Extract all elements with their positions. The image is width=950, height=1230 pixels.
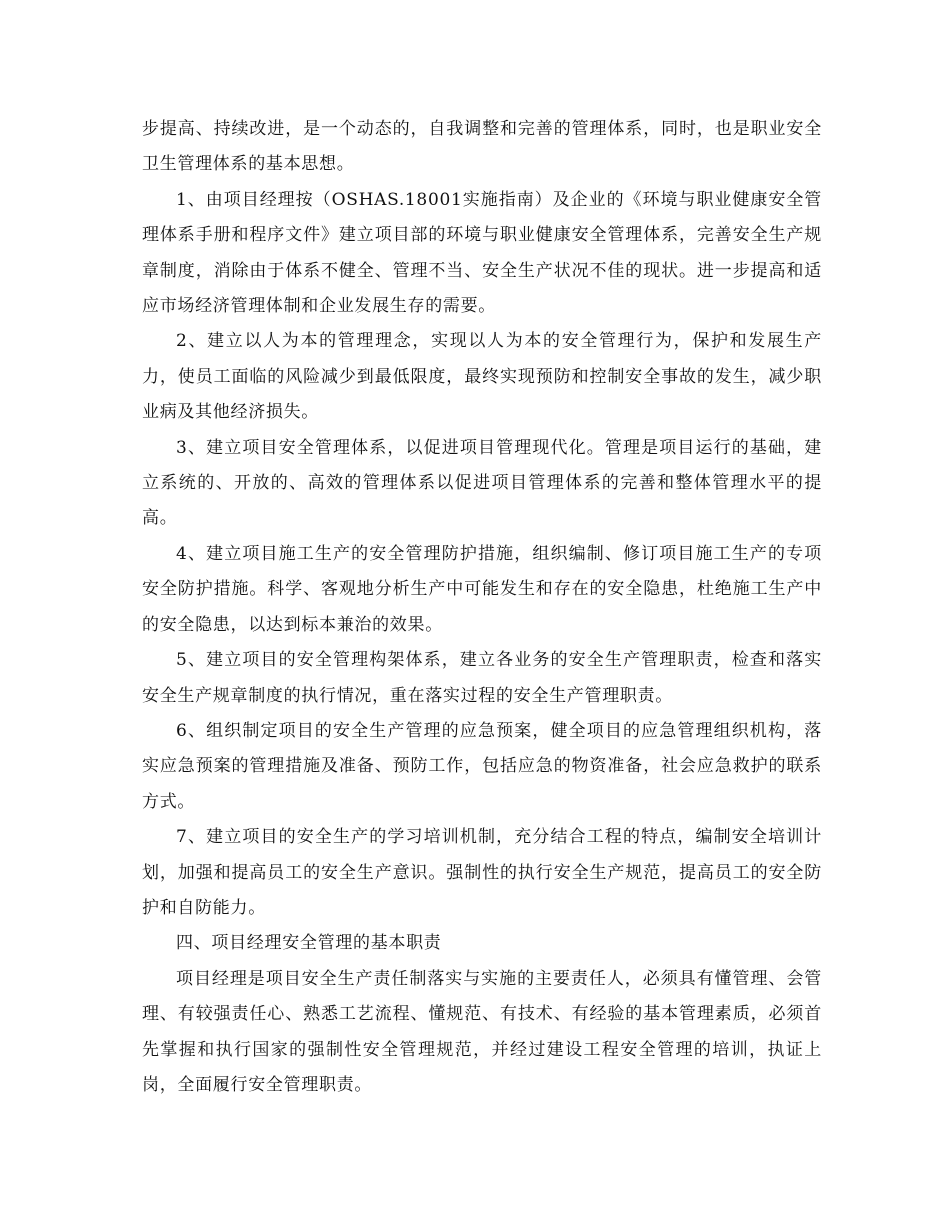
paragraph-continuation: 步提高、持续改进，是一个动态的，自我调整和完善的管理体系，同时，也是职业安全卫生管理体系的基本思想。 xyxy=(142,119,822,175)
paragraph-item-1: 1、由项目经理按（OSHAS.18001实施指南）及企业的《环境与职业健康安全管理体系手册和程序文件》建立项目部的环境与职业健康安全管理体系，完善安全生产规章制度，消除由于体系不健全、管理不当、安全生产状况不佳的现状。进一步提高和适应市场经济管理体制和企业发展生存的需要。 xyxy=(142,189,822,317)
section-heading: 四、项目经理安全管理的基本职责 xyxy=(176,933,442,954)
document-page xyxy=(142,112,822,1103)
paragraph-item-4: 4、建立项目施工生产的安全管理防护措施，组织编制、修订项目施工生产的专项安全防护措施。科学、客观地分析生产中可能发生和存在的安全隐患，杜绝施工生产中的安全隐患，以达到标本兼治的效果。 xyxy=(142,543,822,635)
paragraph-item-6: 6、组织制定项目的安全生产管理的应急预案，健全项目的应急管理组织机构，落实应急预案的管理措施及准备、预防工作，包括应急的物资准备，社会应急救护的联系方式。 xyxy=(142,720,822,812)
paragraph-item-7: 7、建立项目的安全生产的学习培训机制，充分结合工程的特点，编制安全培训计划，加强和提高员工的安全生产意识。强制性的执行安全生产规范，提高员工的安全防护和自防能力。 xyxy=(142,827,822,918)
paragraph-item-5: 5、建立项目的安全管理构架体系，建立各业务的安全生产管理职责，检查和落实安全生产规章制度的执行情况，重在落实过程的安全生产管理职责。 xyxy=(142,650,822,706)
paragraph-section-body: 项目经理是项目安全生产责任制落实与实施的主要责任人，必须具有懂管理、会管理、有较强责任心、熟悉工艺流程、懂规范、有技术、有经验的基本管理素质，必须首先掌握和执行国家的强制性安全管理规范，并经过建设工程安全管理的培训，执证上岗，全面履行安全管理职责。 xyxy=(142,968,822,1095)
paragraph-item-3: 3、建立项目安全管理体系，以促进项目管理现代化。管理是项目运行的基础，建立系统的、开放的、高效的管理体系以促进项目管理体系的完善和整体管理水平的提高。 xyxy=(142,437,822,529)
paragraph-item-2: 2、建立以人为本的管理理念，实现以人为本的安全管理行为，保护和发展生产力，使员工面临的风险减少到最低限度，最终实现预防和控制安全事故的发生，减少职业病及其他经济损失。 xyxy=(142,331,822,423)
